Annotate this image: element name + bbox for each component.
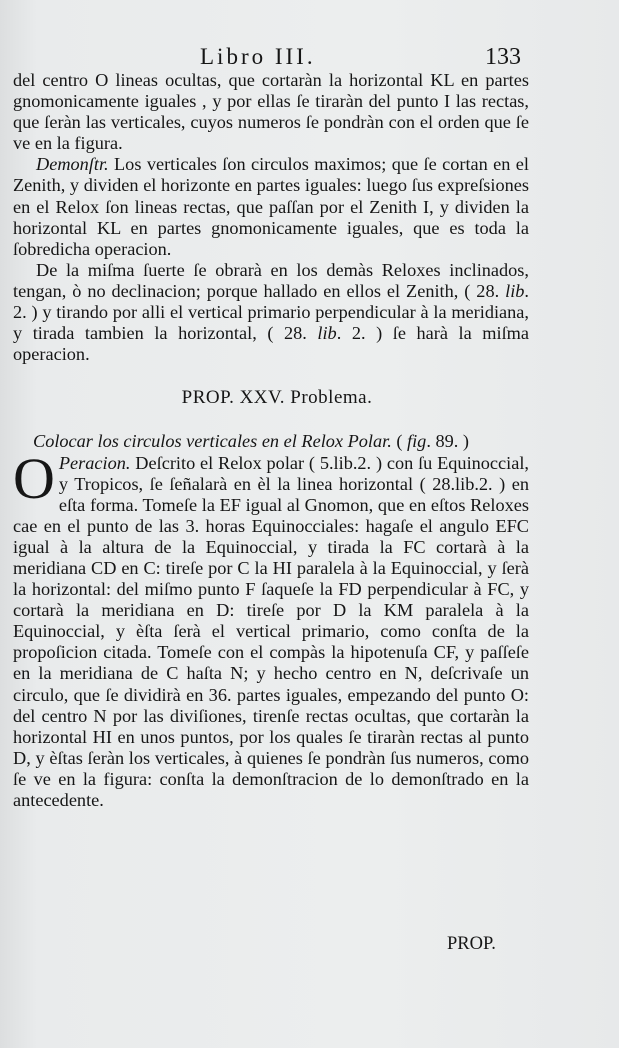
problem-title: Colocar los circulos verticales en el Relox Polar.	[33, 431, 392, 452]
demonstration-text: Los verticales ſon circulos maximos; que ſe cortan en el Zenith, y dividen el horizonte en partes iguales: luego ſus expreſsiones en el Relox ſon lineas rectas, que paſſan por el Zenith I, y dividen la horizontal KL en partes gnomonicamente iguales, que es toda la ſobredicha operacion.	[13, 154, 529, 259]
paragraph-operation	[13, 445, 529, 812]
text-block	[13, 70, 529, 811]
demonstration-label: Demonſtr.	[36, 154, 109, 175]
lib-ref-2: lib	[317, 323, 337, 344]
problem-statement	[33, 431, 529, 452]
paragraph-demonstration	[13, 154, 529, 259]
fig-label: fig	[407, 431, 427, 452]
inclined-text-b: . 2. ) y tirando por alli el vertical primario perpendicular à la meridiana, y tirada tambien la horizontal, ( 28.	[13, 280, 529, 344]
inclined-text-a: De la miſma ſuerte ſe obrarà en los demàs Reloxes inclinados, tengan, ò no declinacion; porque hallado en ellos el Zenith, ( 28.	[13, 259, 529, 301]
inclined-text-c: . 2. ) ſe harà la miſma operacion.	[13, 323, 529, 365]
page-number: 133	[485, 44, 521, 70]
fig-close: . 89. )	[426, 431, 469, 452]
paragraph-continuation: del centro O lineas ocultas, que cortaràn la horizontal KL en partes gnomonicamente iguales , y por ellas ſe tiraràn del punto I las rectas, que ſeràn las verticales, cuyos numeros ſe pondràn con el orden que ſe ve en la figura.	[13, 70, 529, 154]
paragraph-inclined-dials	[13, 260, 529, 365]
running-head: Libro III.	[200, 44, 316, 69]
fig-open: (	[391, 431, 408, 452]
operation-label: Peracion.	[58, 452, 131, 473]
drop-cap: O	[13, 445, 55, 511]
operation-text: Deſcrito el Relox polar ( 5.lib.2. ) con ſu Equinoccial, y Tropicos, ſe ſeñalarà en èl la linea horizontal ( 28.lib.2. ) en eſta forma. Tomeſe la EF igual al Gnomon, que en eſtos Reloxes cae en el punto de las 3. horas Equinocciales: hagaſe el angulo EFC igual à la altura de la Equinoccial, y tirada la FC cortarà à la meridiana CD en C: tireſe por C la HI paralela à la Equinoccial, y ſerà la horizontal: del miſmo punto F ſaqueſe la FD perpendicular à FC, y cortarà la meridiana en D: tireſe por D la KM paralela à la Equinoccial, y èſta ſerà el vertical primario, como conſta de la propoſicion citada. Tomeſe con el compàs la hipotenuſa CF, y paſſeſe en la meridiana de C haſta N; y hecho centro en N, deſcrivaſe un circulo, que ſe dividirà en 36. partes iguales, empezando del punto O: del centro N por las diviſiones, tirenſe rectas ocultas, que cortaràn la horizontal HI en unos puntos, por los quales ſe tiraràn rectas al punto D, y èſtas ſeràn los verticales, à quienes ſe pondràn ſus numeros, como ſe ve en la figura: conſta la demonſtracion de lo demonſtrado en la antecedente.	[13, 452, 529, 810]
section-heading: PROP. XXV. Problema.	[181, 387, 373, 409]
catchword: PROP.	[447, 934, 496, 954]
lib-ref-1: lib	[505, 280, 525, 301]
